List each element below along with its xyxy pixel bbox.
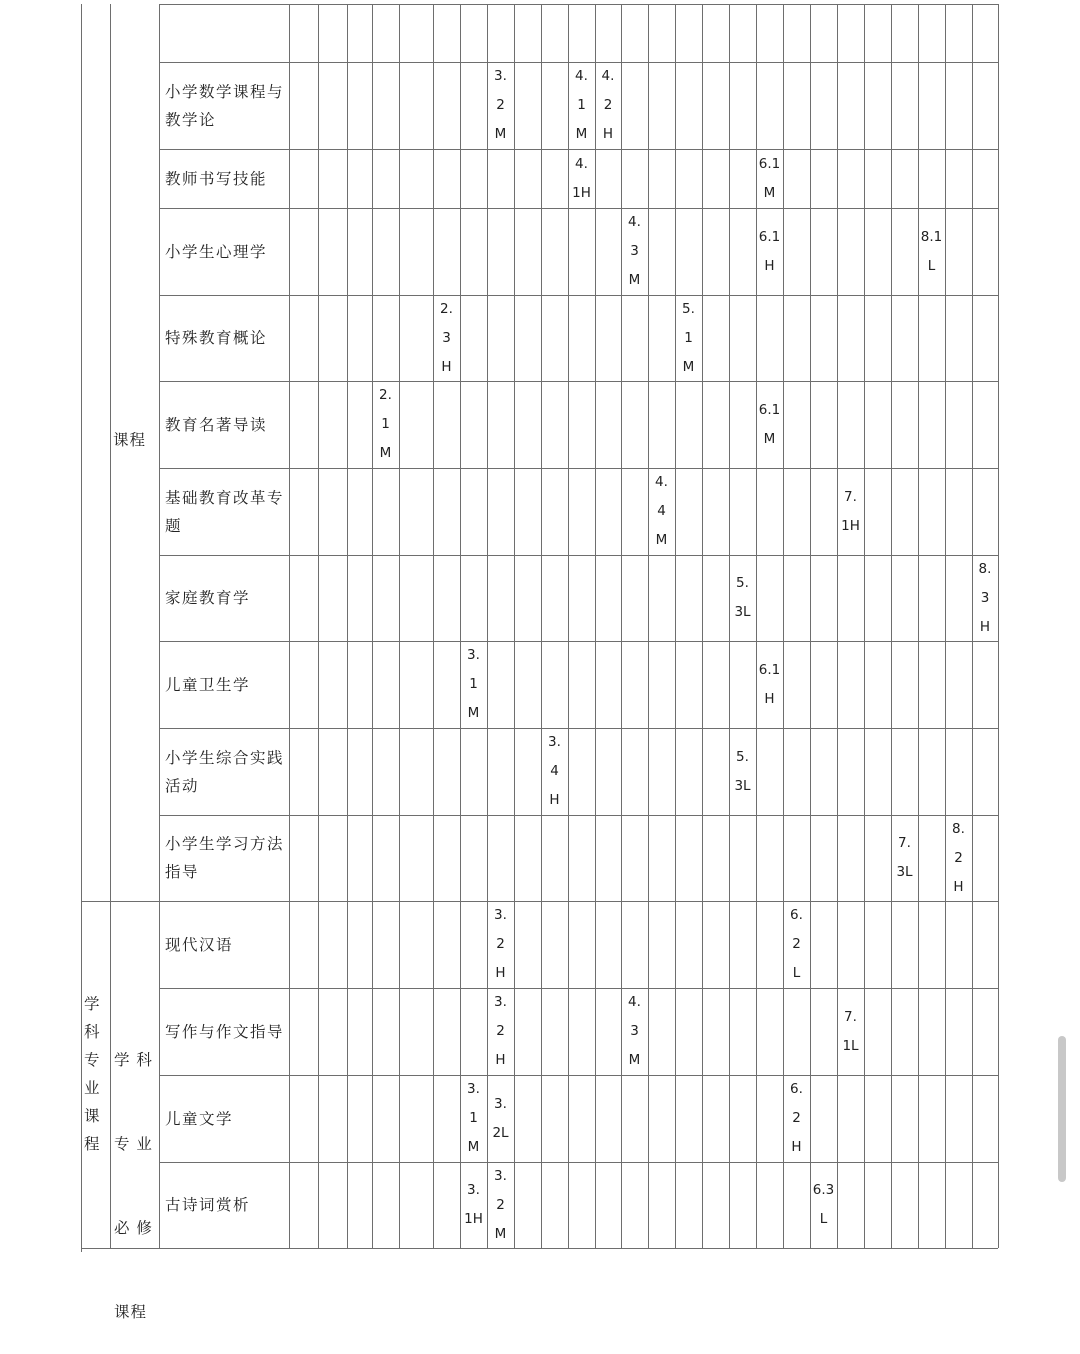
course-name: 家庭教育学 [165,589,251,607]
category-char: 科 [84,1023,101,1041]
course-name: 特殊教育概论 [165,329,268,347]
course-name: 小学数学课程与教学论 [165,82,285,129]
indicator-code: 3. 1 M [467,1081,480,1155]
indicator-code: 5. 3L [734,575,751,620]
table-column-line [864,4,865,1248]
category-line: 课程 [114,1303,148,1321]
course-name: 教师书写技能 [165,169,268,188]
category-label-discipline [84,990,106,1158]
indicator-code: 4. 2 H [601,68,615,142]
indicator-code: 3. 2 M [494,68,507,142]
category-label-course [113,426,146,454]
course-name: 小学生心理学 [165,242,268,261]
indicator-code: 2. 3 H [440,300,453,375]
indicator-code: 4. 4 M [655,474,668,548]
indicator-code: 3. 2 H [494,994,507,1068]
indicator-code: 6.1 M [758,155,781,201]
table-column-line [159,4,160,1248]
indicator-code: 6.3 L [812,1182,835,1227]
indicator-code: 4. 1 M [575,68,588,142]
indicator-code: 6.1 H [758,661,781,707]
course-name: 写作与作文指导 [165,1022,285,1041]
table-column-line [945,4,946,1248]
indicator-code: 7. 3L [896,835,913,880]
category-char: 程 [84,1135,101,1153]
indicator-code: 6.1 M [758,401,781,447]
indicator-code: 7. 1H [841,488,860,534]
table-column-line [541,4,542,1248]
table-column-line [289,4,290,1248]
category-text: 课程 [113,431,147,449]
category-divider [110,4,111,901]
table-row-line [81,1248,998,1249]
table-column-line [347,4,348,1248]
indicator-code: 4. 3 M [628,214,641,288]
indicator-code: 6. 2 L [790,907,803,981]
category-char: 课 [84,1107,101,1125]
table-column-line [810,4,811,1248]
indicator-code: 3. 2 M [494,1167,507,1242]
category-label-required [114,990,159,1354]
table-column-line [595,4,596,1248]
indicator-code: 8. 2 H [952,820,965,895]
indicator-code: 5. 1 M [682,300,695,375]
table-column-line [433,4,434,1248]
scrollbar[interactable] [1058,1036,1066,1182]
course-name: 儿童卫生学 [165,675,251,694]
course-name: 儿童文学 [165,1109,234,1128]
category-char: 专 [84,1051,101,1069]
indicator-code: 4. 3 M [628,994,641,1068]
course-name: 古诗词赏析 [165,1196,251,1214]
indicator-code: 2. 1 M [379,387,392,461]
table-column-line [514,4,515,1248]
indicator-code: 3. 2L [492,1095,509,1141]
table-column-line [783,4,784,1248]
category-char: 学 [84,995,101,1013]
category-char: 业 [84,1079,101,1097]
table-column-line [318,4,319,1248]
category-line: 专 业 [114,1135,153,1153]
category-line: 学 科 [114,1051,153,1069]
indicator-code: 8.1 L [920,228,943,274]
category-divider [110,901,111,1248]
table-border-left [81,4,82,1252]
course-name: 现代汉语 [165,935,234,954]
course-name: 基础教育改革专题 [165,488,285,535]
indicator-code: 4. 1H [572,155,591,201]
indicator-code: 6.1 H [758,228,781,274]
table-column-line [918,4,919,1248]
indicator-code: 3. 1 M [467,647,480,721]
indicator-code: 8. 3 H [978,560,992,635]
course-name: 小学生综合实践活动 [165,748,285,795]
table-column-line [460,4,461,1248]
indicator-code: 3. 2 H [494,907,507,981]
table-column-line [372,4,373,1248]
table-column-line [891,4,892,1248]
table-column-line [998,4,999,1248]
table-column-line [648,4,649,1248]
course-name: 小学生学习方法指导 [165,835,285,881]
table-column-line [675,4,676,1248]
course-name: 教育名著导读 [165,415,268,434]
table-column-line [399,4,400,1248]
table-column-line [702,4,703,1248]
category-line: 必 修 [114,1219,153,1237]
indicator-code: 3. 4 H [548,734,561,808]
indicator-code: 7. 1L [842,1008,859,1054]
table-row-line [159,4,998,5]
indicator-code: 6. 2 H [790,1081,803,1155]
indicator-code: 5. 3L [734,748,751,794]
indicator-code: 3. 1H [464,1182,483,1227]
